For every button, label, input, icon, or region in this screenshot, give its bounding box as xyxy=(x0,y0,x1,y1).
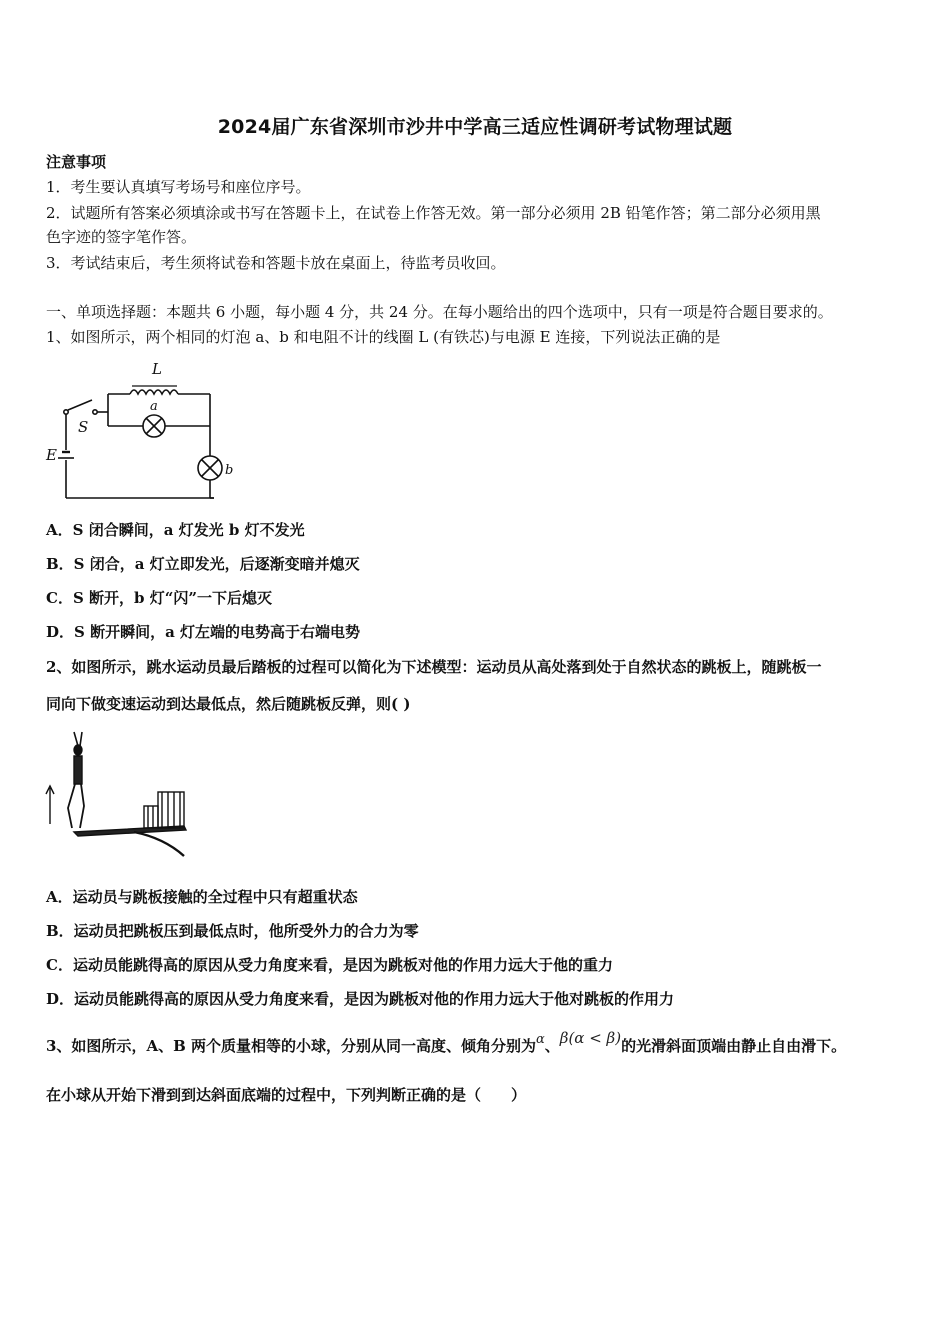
option-a: A．运动员与跳板接触的全过程中只有超重状态 xyxy=(46,888,358,906)
label-battery: E xyxy=(46,446,57,464)
circuit-figure xyxy=(44,358,244,506)
option-d: D．S 断开瞬间，a 灯左端的电势高于右端电势 xyxy=(46,623,361,641)
question-stem-3 xyxy=(46,1029,847,1058)
option-d: D．运动员能跳得高的原因从受力角度来看，是因为跳板对他的作用力远大于他对跳板的作用力 xyxy=(46,990,675,1008)
option-b: B．S 闭合，a 灯立即发光，后逐渐变暗并熄灭 xyxy=(46,555,360,573)
label-inductor: L xyxy=(152,360,162,378)
page-title: 2024届广东省深圳市沙井中学高三适应性调研考试物理试题 xyxy=(217,116,733,138)
diver-figure xyxy=(44,728,194,868)
label-lamp-b: b xyxy=(225,463,234,478)
option-a: A．S 闭合瞬间，a 灯发光 b 灯不发光 xyxy=(46,521,305,539)
separator: 、 xyxy=(544,1037,560,1055)
notice-heading: 注意事项 xyxy=(46,153,107,171)
option-b: B．运动员把跳板压到最低点时，他所受外力的合力为零 xyxy=(46,922,419,940)
section-heading: 一、单项选择题：本题共 6 小题，每小题 4 分，共 24 分。在每小题给出的四个选项中，只有一项是符合题目要求的。 xyxy=(46,303,833,321)
option-c: C．S 断开，b 灯“闪”一下后熄灭 xyxy=(46,589,272,607)
question-stem-1: 1、如图所示，两个相同的灯泡 a、b 和电阻不计的线圈 L (有铁芯)与电源 E 连接，下列说法正确的是 xyxy=(46,328,721,346)
beta-expression: β(α < β) xyxy=(559,1029,622,1047)
stem-part: 3、如图所示，A、B 两个质量相等的小球，分别从同一高度、倾角分别为 xyxy=(46,1037,536,1055)
question-stem-2-cont: 同向下做变速运动到达最低点，然后随跳板反弹，则( ) xyxy=(46,695,411,713)
notice-item: 3．考试结束后，考生须将试卷和答题卡放在桌面上，待监考员收回。 xyxy=(46,254,506,272)
notice-item: 2．试题所有答案必须填涂或书写在答题卡上，在试卷上作答无效。第一部分必须用 2B 铅笔作答；第二部分必须用黑 xyxy=(46,204,821,222)
label-switch: S xyxy=(78,418,89,436)
stem-part: 的光滑斜面顶端由静止自由滑下。 xyxy=(621,1037,847,1055)
option-c: C．运动员能跳得高的原因从受力角度来看，是因为跳板对他的作用力远大于他的重力 xyxy=(46,956,613,974)
notice-item: 色字迹的签字笔作答。 xyxy=(46,228,197,246)
notice-item: 1．考生要认真填写考场号和座位序号。 xyxy=(46,178,311,196)
question-stem-2: 2、如图所示，跳水运动员最后踏板的过程可以简化为下述模型：运动员从高处落到处于自然状态的跳板上，随跳板一 xyxy=(46,658,822,676)
label-lamp-a: a xyxy=(150,399,158,414)
question-stem-3-cont: 在小球从开始下滑到到达斜面底端的过程中，下列判断正确的是（ ） xyxy=(46,1086,527,1104)
alpha-symbol: α xyxy=(535,1032,545,1047)
